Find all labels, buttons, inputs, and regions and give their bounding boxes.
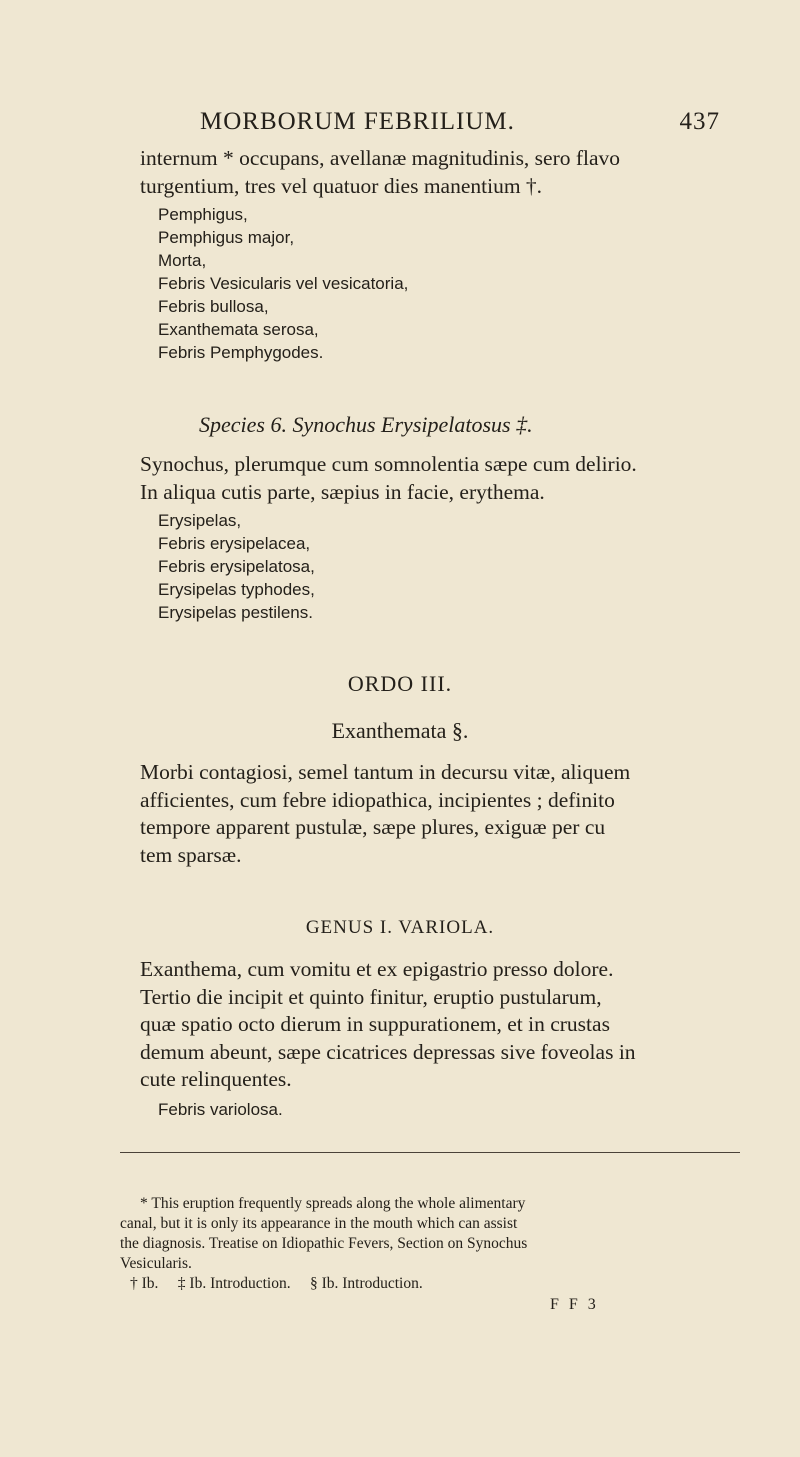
list-item: Erysipelas pestilens.	[158, 603, 313, 622]
list-item: Erysipelas typhodes,	[158, 580, 315, 599]
list-item: Febris erysipelatosa,	[158, 557, 315, 576]
synonym-list-variola	[158, 1098, 283, 1121]
list-item: Febris Vesicularis vel vesicatoria,	[158, 274, 409, 293]
paragraph-exanthemata	[140, 759, 630, 869]
running-title: MORBORUM FEBRILIUM.	[200, 108, 515, 135]
running-header	[200, 108, 720, 136]
synonym-list-pemphigus	[158, 203, 408, 364]
footnote-divider	[120, 1152, 740, 1153]
footnote-references: † Ib. ‡ Ib. Introduction. § Ib. Introduction.	[130, 1275, 423, 1292]
list-item: Morta,	[158, 251, 207, 270]
text-line: demum abeunt, sæpe cicatrices depressas sive foveolas in	[140, 1039, 636, 1064]
text-line: tem sparsæ.	[140, 842, 242, 867]
text-line: Exanthema, cum vomitu et ex epigastrio presso dolore.	[140, 957, 614, 981]
text-line: Morbi contagiosi, semel tantum in decursu vitæ, aliquem	[140, 760, 631, 784]
text-line: Synochus, plerumque cum somnolentia sæpe cum delirio.	[140, 452, 637, 476]
text-line: tempore apparent pustulæ, sæpe plures, exiguæ per cu	[140, 815, 606, 839]
species-heading: Species 6. Synochus Erysipelatosus ‡.	[199, 412, 533, 437]
ordo-name: Exanthemata §.	[331, 718, 469, 743]
text-line: afficientes, cum febre idiopathica, incipientes ; definito	[140, 787, 615, 812]
paragraph-synochus	[140, 451, 637, 506]
footnote-line: Vesicularis.	[120, 1255, 192, 1272]
synonym-list-erysipelas	[158, 509, 315, 624]
ordo-heading: ORDO III.	[347, 671, 453, 696]
list-item: Pemphigus major,	[158, 228, 295, 247]
footnote-line: * This eruption frequently spreads along the whole alimentary	[140, 1195, 526, 1212]
list-item: Exanthemata serosa,	[158, 320, 319, 339]
list-item: Pemphigus,	[158, 205, 248, 224]
footnote-line: the diagnosis. Treatise on Idiopathic Fevers, Section on Synochus	[120, 1235, 528, 1252]
paragraph-variola	[140, 956, 636, 1094]
list-item: Erysipelas,	[158, 511, 242, 530]
footnote-star	[120, 1194, 750, 1294]
text-line: cute relinquentes.	[140, 1067, 292, 1091]
text-line: Tertio die incipit et quinto finitur, eruptio pustularum,	[140, 984, 602, 1009]
list-item: Febris Pemphygodes.	[158, 343, 324, 362]
text-line: In aliqua cutis parte, sæpius in facie, erythema.	[140, 479, 545, 504]
genus-heading: GENUS I. VARIOLA.	[305, 917, 495, 938]
signature-mark: F F 3	[550, 1296, 599, 1313]
list-item: Febris bullosa,	[158, 297, 269, 316]
list-item: Febris variolosa.	[158, 1100, 283, 1119]
text-line: quæ spatio octo dierum in suppurationem, et in crustas	[140, 1012, 610, 1036]
paragraph-pemphigus	[140, 145, 620, 200]
list-item: Febris erysipelacea,	[158, 534, 311, 553]
text-line: turgentium, tres vel quatuor dies manentium †.	[140, 173, 543, 198]
footnote-line: canal, but it is only its appearance in the mouth which can assist	[120, 1215, 518, 1232]
text-line: internum * occupans, avellanæ magnitudinis, sero flavo	[140, 146, 621, 170]
page-number: 437	[679, 108, 720, 135]
